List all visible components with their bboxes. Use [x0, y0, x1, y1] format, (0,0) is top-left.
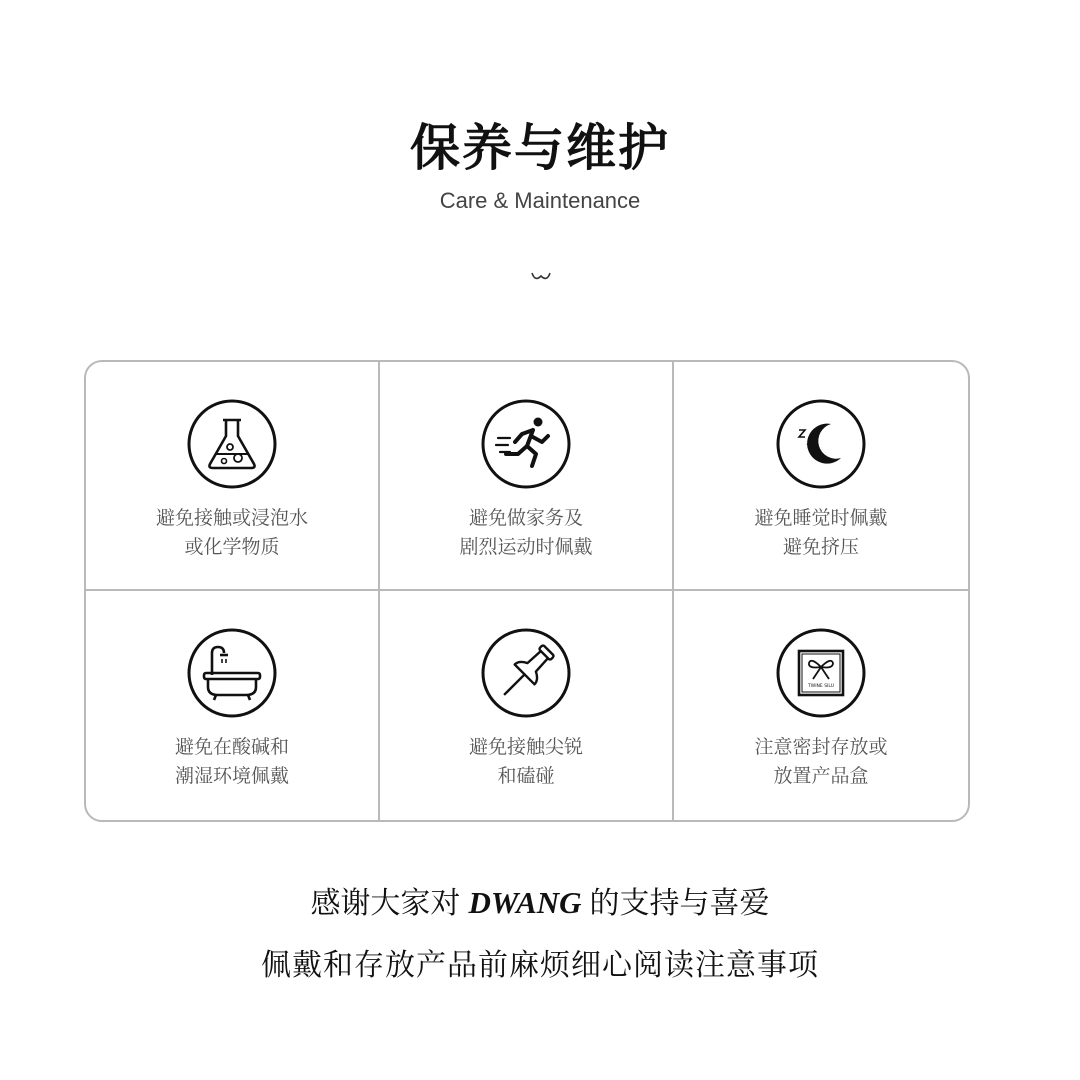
chemical-flask-icon [186, 398, 278, 490]
gift-box-icon [775, 627, 867, 719]
brand-name: DWANG [468, 885, 582, 920]
tip-card-chemicals [86, 362, 380, 591]
tip-label-line1: 避免接触或浸泡水 [155, 507, 308, 529]
tip-label-line2: 剧烈运动时佩戴 [459, 536, 593, 558]
sleep-moon-icon [775, 398, 867, 490]
tip-card-humidity [86, 591, 380, 820]
thanks-text-after: 的支持与喜爱 [589, 886, 770, 921]
running-person-icon [480, 398, 572, 490]
tip-label-line1: 避免接触尖锐 [468, 736, 583, 758]
tip-card-sharp-objects [380, 591, 674, 820]
tip-label-line2: 放置产品盒 [773, 765, 869, 787]
tip-label-line2: 或化学物质 [184, 536, 280, 558]
tip-card-storage [674, 591, 968, 820]
tip-label-line1: 避免在酸碱和 [174, 736, 289, 758]
tip-label-line2: 潮湿环境佩戴 [174, 765, 289, 787]
ornament-icon [530, 270, 552, 284]
thanks-text-before: 感谢大家对 [310, 886, 461, 921]
box-brand-text: TWINE SILU [808, 684, 834, 689]
tip-label-line1: 注意密封存放或 [754, 736, 888, 758]
tip-label-line1: 避免睡觉时佩戴 [754, 507, 888, 529]
tip-label-line2: 和磕碰 [497, 765, 555, 787]
push-pin-icon [480, 627, 572, 719]
notice-line: 佩戴和存放产品前麻烦细心阅读注意事项 [261, 948, 819, 983]
bathtub-icon [186, 627, 278, 719]
page-title: 保养与维护 [410, 119, 670, 177]
page-subtitle: Care & Maintenance [439, 188, 641, 213]
tip-card-sleep [674, 362, 968, 591]
tip-card-exercise [380, 362, 674, 591]
tip-label-line2: 避免挤压 [782, 536, 859, 558]
care-tips-grid [84, 360, 970, 822]
thanks-line [0, 878, 1080, 922]
tip-label-line1: 避免做家务及 [468, 507, 583, 529]
